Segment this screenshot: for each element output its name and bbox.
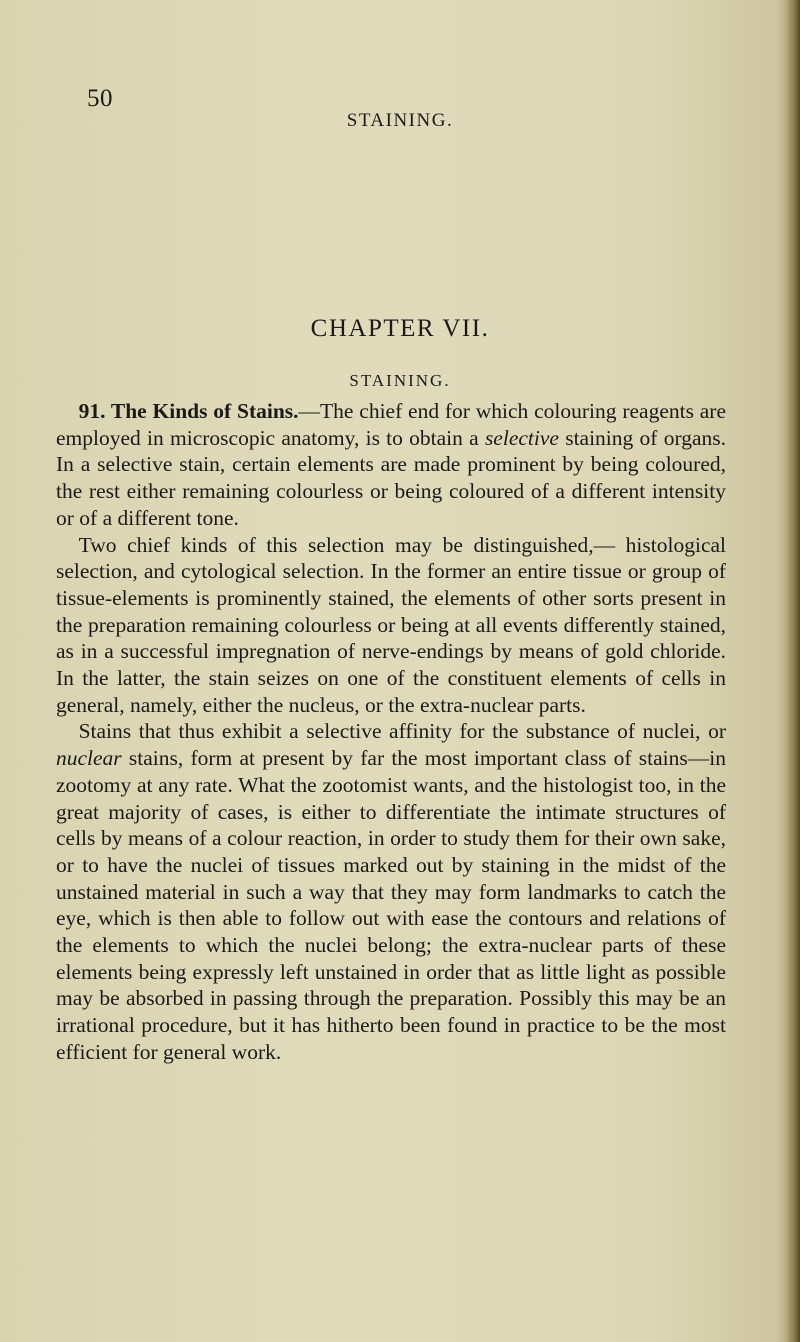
paragraph-2: Two chief kinds of this selection may be distinguished,— histological selection, and cytological selection. In the former an entire tissue or group of tissue-elements is prominently stained, the elements of other sorts present in the preparation remaining colourless or being at all events differently stained, as in a successful impregnation of nerve-endings by means of gold chloride. In the latter, the stain seizes on one of the constituent elements of cells in general, namely, either the nucleus, or the extra-nuclear parts. (56, 532, 726, 717)
chapter-subtitle: STAINING. (349, 371, 451, 390)
page-edge-shadow (786, 0, 800, 1342)
body-text (56, 398, 726, 1066)
page-number: 50 (87, 85, 113, 112)
running-title: STAINING. (346, 110, 454, 131)
paragraph-1-text-b: staining of organs. In a selective stain, certain elements are made prominent by being coloured, the rest either remaining colourless or being coloured of a different intensity or of a different tone. (56, 425, 726, 530)
paragraph-3-text-a: Stains that thus exhibit a selective affinity for the substance of nuclei, or (78, 719, 726, 744)
paragraph-1-emphasis: selective (484, 425, 559, 450)
paragraph-3 (56, 718, 726, 1065)
chapter-title: CHAPTER VII. (310, 315, 490, 342)
paragraph-1 (56, 398, 726, 532)
paragraph-3-text-b: stains, form at present by far the most important class of stains—in zootomy at any rate. What the zootomist wants, and the histologist too, in the great majority of cases, is either to differentiate the intimate structures of cells by means of a colour reaction, in order to study them for their own sake, or to have the nuclei of tissues marked out by staining in the midst of the unstained material in such a way that they may form landmarks to catch the eye, which is then able to follow out with ease the contours and relations of the elements to which the nuclei belong; the extra-nuclear parts of these elements being expressly left unstained in order that as little light as possible may be absorbed in passing through the preparation. Possibly this may be an irrational procedure, but it has hitherto been found in practice to be the most efficient for general work. (56, 746, 726, 1064)
paragraph-1-text-a: —The chief end for which colouring reagents are employed in microscopic anatomy, is to obtain a (56, 399, 726, 450)
section-heading: 91. The Kinds of Stains. (78, 399, 299, 423)
paragraph-3-emphasis: nuclear (56, 746, 122, 771)
